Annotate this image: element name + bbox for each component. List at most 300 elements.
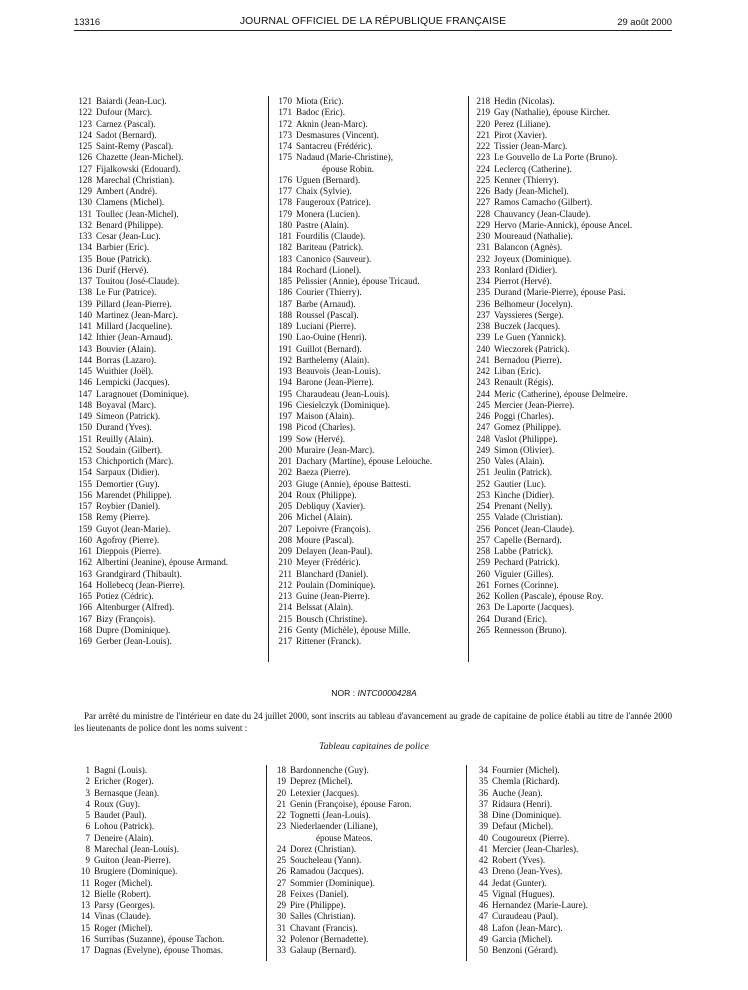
list-item — [74, 788, 224, 799]
list-item — [274, 546, 432, 557]
entry-name: Touitou (José-Claude). — [96, 276, 180, 286]
entry-number: 223 — [476, 152, 490, 163]
list-item — [74, 265, 228, 276]
entry-number: 28 — [276, 888, 286, 899]
entry-name: Jedat (Gunter). — [492, 877, 547, 888]
list-item — [274, 602, 432, 613]
entry-name: Fornes (Corinne). — [494, 579, 559, 590]
entry-number: 221 — [476, 129, 490, 140]
entry-number: 50 — [478, 945, 488, 955]
entry-number: 202 — [278, 467, 292, 478]
entry-name: Tognetti (Jean-Louis). — [290, 810, 371, 820]
entry-name: Altenburger (Alfred). — [96, 602, 175, 613]
entry-number: 30 — [276, 911, 286, 922]
entry-number: 240 — [476, 343, 490, 354]
entry-number: 152 — [78, 444, 92, 455]
entry-name: Vales (Alain). — [494, 456, 545, 466]
entry-number: 194 — [278, 377, 292, 388]
entry-number: 214 — [278, 602, 292, 613]
list-item — [270, 889, 411, 900]
entry-name: Debliquy (Xavier). — [296, 501, 366, 511]
entry-number: 190 — [278, 332, 292, 343]
entry-number: 181 — [278, 231, 292, 241]
entry-number: 126 — [78, 152, 92, 163]
entry-name: Genty (Michèle), épouse Mille. — [296, 624, 411, 635]
entry-name: Polenor (Bernadette). — [290, 933, 369, 944]
entry-number: 8 — [85, 843, 90, 854]
entry-name: Poggi (Charles). — [494, 411, 554, 421]
entry-name: Dufour (Marc). — [96, 107, 153, 118]
entry-name: Le Gouvello de La Porte (Bruno). — [494, 152, 618, 163]
entry-name: Kollen (Pascale), épouse Roy. — [494, 591, 604, 601]
entry-name: Aknin (Jean-Marc). — [296, 118, 368, 129]
column-divider — [468, 96, 469, 662]
entry-number: 161 — [78, 546, 92, 556]
entry-name: Cesar (Jean-Luc). — [96, 231, 161, 241]
entry-number: 24 — [276, 843, 286, 854]
entry-number: 265 — [476, 624, 490, 635]
list-item — [74, 141, 228, 152]
entry-name: Delayen (Jean-Paul). — [296, 546, 373, 556]
entry-name: Balancon (Agnès). — [494, 242, 563, 253]
entry-number: 163 — [78, 568, 92, 579]
entry-name: Soudain (Gilbert). — [96, 444, 163, 455]
top-list-column-3 — [472, 96, 632, 636]
list-item — [74, 434, 228, 445]
list-item — [74, 546, 228, 557]
entry-number: 165 — [78, 591, 92, 601]
entry-name: Dagnas (Evelyne), épouse Thomas. — [94, 945, 223, 955]
list-item — [472, 119, 632, 130]
entry-name: Wieczorek (Patrick). — [494, 343, 570, 354]
entry-number: 188 — [278, 309, 292, 320]
entry-number: 193 — [278, 366, 292, 376]
list-item — [74, 569, 228, 580]
entry-name: Bielle (Robert). — [94, 888, 152, 899]
list-item — [472, 377, 632, 388]
entry-number: 225 — [476, 174, 490, 185]
entry-number: 48 — [478, 922, 488, 933]
list-item — [472, 467, 632, 478]
list-item — [74, 321, 228, 332]
entry-name: Gerber (Jean-Louis). — [96, 636, 172, 646]
entry-name: Deprez (Michel). — [290, 776, 353, 787]
entry-number: 172 — [278, 118, 292, 129]
column-divider — [266, 765, 267, 961]
entry-number: 235 — [476, 287, 490, 298]
entry-number: 170 — [278, 96, 292, 106]
entry-number: 219 — [476, 107, 490, 118]
entry-name: Chemla (Richard). — [492, 776, 560, 787]
list-item — [270, 788, 411, 799]
entry-number: 136 — [78, 264, 92, 275]
entry-name: Bizy (François). — [96, 613, 156, 624]
entry-name: Kinche (Didier). — [494, 489, 555, 500]
entry-number: 121 — [78, 96, 92, 106]
entry-name: Liban (Eric). — [494, 366, 541, 376]
entry-number: 213 — [278, 591, 292, 601]
list-item — [274, 377, 432, 388]
list-item — [74, 889, 224, 900]
entry-name: Badoc (Eric). — [296, 107, 345, 118]
list-item — [472, 625, 632, 636]
entry-number: 228 — [476, 208, 490, 219]
entry-number: 3 — [85, 787, 90, 798]
entry-name: Viguier (Gilles). — [494, 568, 554, 579]
list-item — [472, 866, 588, 877]
list-item — [274, 209, 432, 220]
list-item — [472, 923, 588, 934]
entry-name: Durand (Yves). — [96, 422, 152, 433]
entry-name: Carnez (Pascal). — [96, 118, 156, 129]
list-item — [74, 810, 224, 821]
list-item — [74, 175, 228, 186]
entry-number: 233 — [476, 264, 490, 275]
entry-number: 2 — [85, 776, 90, 787]
entry-name: Benard (Philippe). — [96, 219, 164, 230]
list-item — [270, 765, 411, 776]
entry-name: Roux (Guy). — [94, 798, 140, 809]
decree-paragraph: Par arrêté du ministre de l'intérieur en date du 24 juillet 2000, sont inscrits au tableau d'avancement au grade de capitaine de police établi au titre de l'année 2000 les lieutenants de police dont les noms suivent : — [74, 711, 672, 733]
entry-name: Brugiere (Dominique). — [94, 866, 178, 877]
entry-name: Ridaura (Henri). — [492, 798, 553, 809]
entry-number: 44 — [478, 877, 488, 888]
list-item — [472, 355, 632, 366]
entry-number: 249 — [476, 444, 490, 455]
page-header — [74, 16, 672, 31]
list-item — [74, 197, 228, 208]
list-item — [472, 546, 632, 557]
list-item — [74, 945, 224, 956]
entry-number: 29 — [276, 900, 286, 910]
list-item — [270, 934, 411, 945]
list-item — [270, 911, 411, 922]
list-item — [274, 557, 432, 568]
entry-name: Defaut (Michel). — [492, 821, 554, 832]
list-item — [74, 878, 224, 889]
list-item — [472, 310, 632, 321]
list-item — [472, 366, 632, 377]
list-item — [74, 96, 228, 107]
entry-name: Belssat (Alain). — [296, 602, 354, 613]
entry-name: Hedin (Nicolas). — [494, 96, 555, 106]
list-item — [74, 799, 224, 810]
entry-number: 259 — [476, 557, 490, 568]
entry-number: 244 — [476, 388, 490, 399]
entry-name: Courier (Thierry). — [296, 287, 362, 298]
entry-name: Baeza (Pierre). — [296, 467, 351, 478]
list-item — [274, 197, 432, 208]
list-item — [472, 164, 632, 175]
entry-name: Monera (Lucien). — [296, 208, 361, 219]
entry-number: 206 — [278, 512, 292, 523]
entry-number: 37 — [478, 798, 488, 809]
entry-name: Genin (Françoise), épouse Faron. — [290, 798, 412, 809]
list-item — [74, 276, 228, 287]
list-item — [74, 934, 224, 945]
entry-number: 146 — [78, 377, 92, 388]
list-item — [274, 366, 432, 377]
entry-number: 166 — [78, 602, 92, 613]
entry-number: 168 — [78, 624, 92, 635]
entry-name: Hervo (Marie-Annick), épouse Ancel. — [494, 219, 633, 230]
entry-name: Mercier (Jean-Pierre). — [494, 399, 575, 410]
entry-name: Moureaud (Nathalie). — [494, 231, 573, 241]
list-item — [472, 945, 588, 956]
entry-name: Chaix (Sylvie). — [296, 186, 352, 196]
entry-name: Niederlaender (Liliane), — [290, 821, 378, 832]
entry-name: Durand (Eric). — [494, 613, 548, 624]
entry-number: 127 — [78, 163, 92, 174]
entry-number: 258 — [476, 546, 490, 556]
entry-number: 132 — [78, 219, 92, 230]
entry-name: Baiardi (Jean-Luc). — [96, 96, 167, 106]
entry-name: Roger (Michel). — [94, 922, 153, 933]
list-item — [472, 209, 632, 220]
list-item — [472, 844, 588, 855]
entry-number: 21 — [276, 798, 286, 809]
nor-value: INTC0000428A — [357, 688, 417, 698]
entry-number: 156 — [78, 489, 92, 500]
list-item — [74, 900, 224, 911]
entry-name: Marechal (Christian). — [96, 174, 175, 185]
entry-number: 216 — [278, 624, 292, 635]
list-item — [472, 934, 588, 945]
list-item — [270, 776, 411, 787]
list-item — [472, 557, 632, 568]
list-item — [74, 456, 228, 467]
entry-name: Barone (Jean-Pierre). — [296, 377, 374, 388]
entry-name: Ciesielczyk (Dominique). — [296, 399, 390, 410]
list-item — [274, 422, 432, 433]
list-item — [472, 889, 588, 900]
entry-name: Durif (Hervé). — [96, 264, 149, 275]
entry-number: 36 — [478, 787, 488, 798]
entry-number: 253 — [476, 489, 490, 500]
entry-number: 128 — [78, 174, 92, 185]
entry-name: Ericher (Roger). — [94, 776, 154, 787]
list-item — [74, 400, 228, 411]
entry-number: 148 — [78, 399, 92, 410]
entry-name: Rennesson (Bruno). — [494, 624, 567, 635]
entry-number: 211 — [278, 568, 292, 579]
nor-reference — [0, 688, 748, 698]
entry-name: Guillot (Bernard). — [296, 343, 362, 354]
list-item — [270, 799, 411, 810]
list-item — [74, 366, 228, 377]
entry-name: Ambert (André). — [96, 186, 158, 196]
entry-number: 231 — [476, 242, 490, 253]
entry-number: 17 — [80, 945, 90, 955]
entry-number: 131 — [78, 208, 92, 219]
list-item — [472, 591, 632, 602]
entry-name: Sadot (Bernard). — [96, 129, 157, 140]
list-item — [74, 580, 228, 591]
entry-number: 145 — [78, 366, 92, 376]
entry-number: 135 — [78, 253, 92, 264]
list-item — [74, 535, 228, 546]
entry-name: Cougoureux (Pierre). — [492, 832, 570, 843]
entry-number: 187 — [278, 298, 292, 309]
entry-name: Simeon (Patrick). — [96, 411, 161, 421]
entry-number: 129 — [78, 186, 92, 196]
list-item — [472, 878, 588, 889]
list-item — [274, 119, 432, 130]
list-item — [274, 186, 432, 197]
list-item — [74, 242, 228, 253]
list-item — [274, 254, 432, 265]
entry-name: Sarpaux (Didier). — [96, 467, 160, 478]
entry-number: 247 — [476, 422, 490, 433]
list-item — [472, 569, 632, 580]
entry-number: 226 — [476, 186, 490, 196]
entry-name: Grandgirard (Thibault). — [96, 568, 182, 579]
entry-name: Belhomeur (Jocelyn). — [494, 298, 573, 309]
entry-number: 199 — [278, 433, 292, 444]
list-item — [74, 512, 228, 523]
list-item — [74, 923, 224, 934]
entry-name: Chazette (Jean-Michel). — [96, 152, 184, 163]
entry-name: Mercier (Jean-Charles). — [492, 843, 579, 854]
entry-name: Pechard (Patrick). — [494, 557, 560, 568]
entry-name: Pastre (Alain). — [296, 219, 350, 230]
list-item — [74, 209, 228, 220]
list-item — [74, 821, 224, 832]
entry-number: 227 — [476, 197, 490, 208]
entry-number: 210 — [278, 557, 292, 568]
entry-name: Albertini (Jeanine), épouse Armand. — [96, 557, 229, 568]
list-item — [472, 152, 632, 163]
entry-name: Lempicki (Jacques). — [96, 377, 170, 388]
list-item — [472, 602, 632, 613]
entry-number: 205 — [278, 501, 292, 511]
entry-name: Curaudeau (Paul). — [492, 911, 559, 922]
entry-number: 255 — [476, 512, 490, 523]
entry-number: 262 — [476, 591, 490, 601]
entry-name: Canonico (Sauveur). — [296, 253, 372, 264]
entry-name: Joyeux (Dominique). — [494, 253, 572, 264]
list-item — [74, 591, 228, 602]
list-item — [472, 434, 632, 445]
entry-number: 45 — [478, 888, 488, 899]
list-item — [274, 242, 432, 253]
list-item — [74, 501, 228, 512]
entry-name: Ronlard (Didier). — [494, 264, 558, 275]
entry-number: 5 — [85, 810, 90, 820]
list-item — [472, 422, 632, 433]
entry-number: 208 — [278, 534, 292, 545]
list-item — [74, 377, 228, 388]
entry-name: Robert (Yves). — [492, 855, 546, 865]
list-item — [274, 332, 432, 343]
entry-name: Pierrot (Hervé). — [494, 276, 552, 286]
entry-name: Moure (Pascal). — [296, 534, 355, 545]
entry-name: Vinas (Claude). — [94, 911, 152, 922]
entry-name: Saint-Remy (Pascal). — [96, 141, 174, 151]
entry-number: 138 — [78, 287, 92, 298]
entry-number: 239 — [476, 332, 490, 343]
list-item — [472, 479, 632, 490]
list-item — [472, 400, 632, 411]
entry-number: 167 — [78, 613, 92, 624]
list-item — [274, 287, 432, 298]
list-item — [274, 501, 432, 512]
entry-name: Pillard (Jean-Pierre). — [96, 298, 172, 309]
entry-name: Martinez (Jean-Marc). — [96, 309, 178, 320]
entry-name: Fourdilis (Claude). — [296, 231, 366, 241]
list-item — [74, 833, 224, 844]
entry-number: 261 — [476, 579, 490, 590]
entry-name: Blanchard (Daniel). — [296, 568, 369, 579]
entry-name: Bousch (Christine). — [296, 613, 368, 624]
publication-date: 29 août 2000 — [617, 16, 672, 27]
entry-number: 159 — [78, 523, 92, 534]
entry-name: Maison (Alain). — [296, 411, 355, 421]
entry-name: Pire (Philippe). — [290, 900, 346, 910]
entry-number: 144 — [78, 354, 92, 365]
list-item — [274, 220, 432, 231]
list-item — [472, 287, 632, 298]
list-item — [274, 456, 432, 467]
list-item — [74, 310, 228, 321]
entry-number: 6 — [85, 821, 90, 832]
entry-name: Buczek (Jacques). — [494, 321, 561, 331]
list-item — [74, 765, 224, 776]
entry-number: 232 — [476, 253, 490, 264]
list-item — [74, 332, 228, 343]
list-item — [274, 389, 432, 400]
entry-number: 171 — [278, 107, 292, 118]
bottom-list-column-2 — [270, 765, 411, 956]
entry-number: 26 — [276, 866, 286, 877]
entry-name: Marendet (Philippe). — [96, 489, 172, 500]
entry-name: Reuilly (Alain). — [96, 433, 154, 444]
entry-name: Boue (Patrick). — [96, 253, 152, 264]
entry-number: 195 — [278, 388, 292, 399]
entry-number: 238 — [476, 321, 490, 331]
list-item — [472, 197, 632, 208]
list-item — [74, 490, 228, 501]
list-item — [274, 479, 432, 490]
top-list-column-2 — [274, 96, 432, 647]
list-item — [472, 107, 632, 118]
list-item — [74, 119, 228, 130]
list-item — [74, 164, 228, 175]
entry-name-continuation: épouse Robin. — [322, 163, 375, 174]
entry-name: Meric (Catherine), épouse Delmeire. — [494, 388, 628, 399]
list-item — [74, 130, 228, 141]
entry-name: Barthelemy (Alain). — [296, 354, 370, 365]
entry-number: 218 — [476, 96, 490, 106]
list-item — [274, 569, 432, 580]
entry-number: 248 — [476, 433, 490, 444]
entry-name: Desmasures (Vincent). — [296, 129, 379, 140]
list-item — [74, 231, 228, 242]
entry-number: 256 — [476, 523, 490, 534]
list-item — [472, 276, 632, 287]
entry-name: Lohou (Patrick). — [94, 821, 155, 832]
entry-number: 217 — [278, 636, 292, 646]
entry-number: 236 — [476, 298, 490, 309]
list-item — [74, 614, 228, 625]
entry-number: 123 — [78, 118, 92, 129]
entry-name: Renault (Régis). — [494, 377, 554, 388]
entry-name: Rochard (Lionel). — [296, 264, 362, 275]
entry-number: 40 — [478, 832, 488, 843]
entry-name: Salles (Christian). — [290, 911, 356, 922]
section-title: Tableau capitaines de police — [319, 741, 429, 752]
entry-number: 162 — [78, 557, 92, 568]
